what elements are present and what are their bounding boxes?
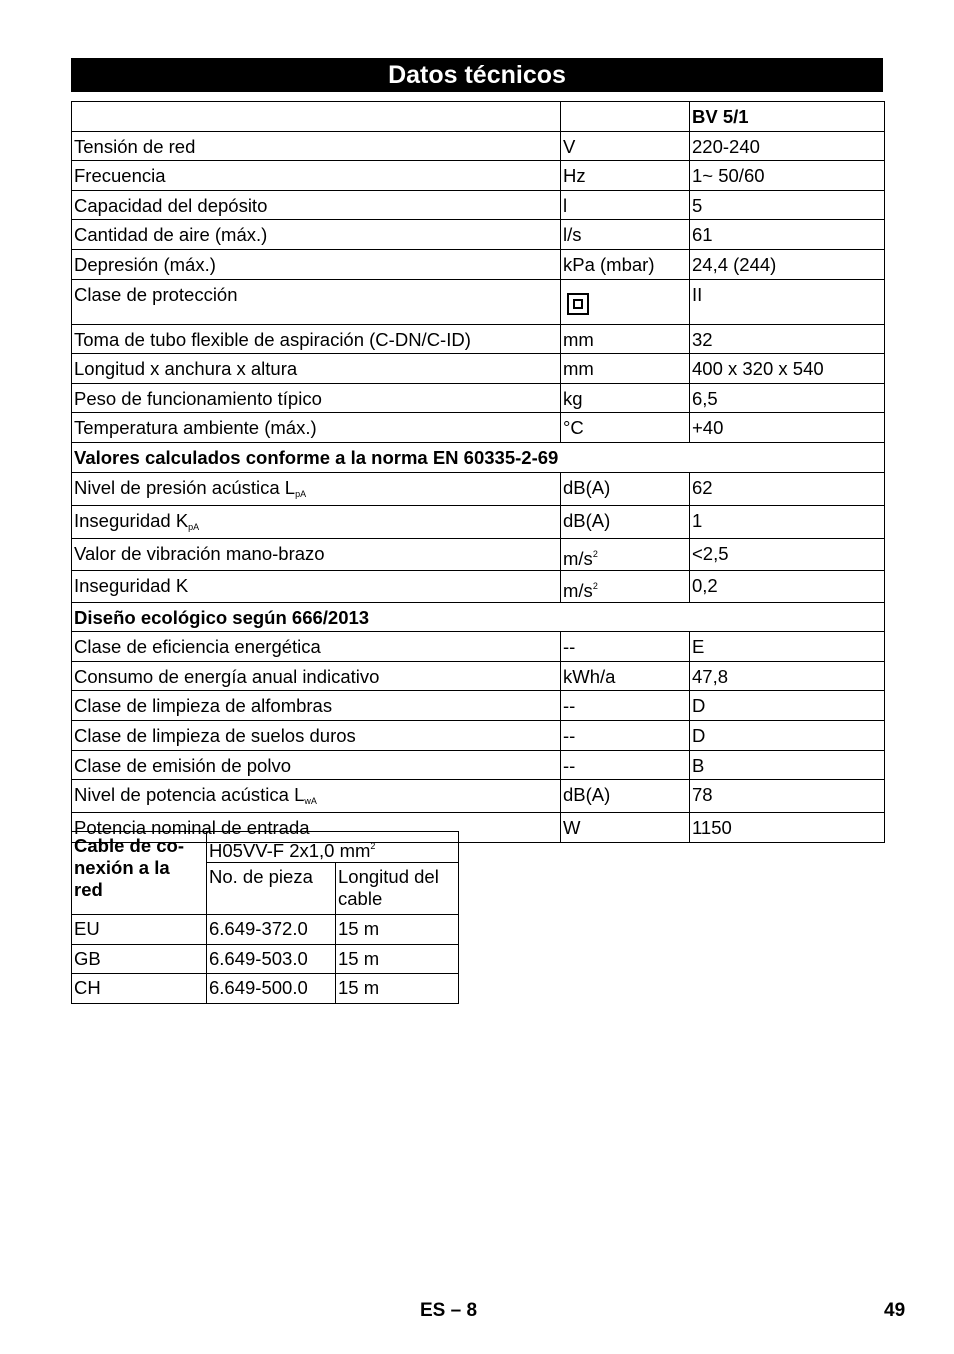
spec-label: Clase de limpieza de alfombras	[72, 691, 561, 721]
cable-type	[207, 832, 459, 863]
spec-label	[72, 505, 561, 538]
cable-type-text: H05VV-F 2x1,0 mm	[209, 840, 371, 861]
table-row	[72, 383, 885, 413]
spec-value: D	[690, 720, 885, 750]
spec-label-text: Nivel de potencia acústica L	[74, 784, 305, 806]
cable-length: 15 m	[336, 944, 459, 974]
spec-label	[72, 780, 561, 813]
spec-unit: Hz	[561, 161, 690, 191]
spec-label: Valor de vibración mano-brazo	[72, 538, 561, 570]
spec-value: 400 x 320 x 540	[690, 354, 885, 384]
table-row	[72, 974, 459, 1004]
table-row	[72, 354, 885, 384]
table-row	[72, 661, 885, 691]
table-row	[72, 190, 885, 220]
spec-value: +40	[690, 413, 885, 443]
section-heading-noise: Valores calculados conforme a la norma EN 60335-2-69	[72, 442, 885, 472]
spec-unit	[561, 538, 690, 570]
spec-label	[72, 472, 561, 505]
spec-value: E	[690, 632, 885, 662]
spec-value: 6,5	[690, 383, 885, 413]
spec-value: 32	[690, 324, 885, 354]
spec-unit: dB(A)	[561, 472, 690, 505]
cable-length: 15 m	[336, 915, 459, 945]
table-row	[72, 632, 885, 662]
table-row	[72, 505, 885, 538]
table-row	[72, 472, 885, 505]
spec-unit: --	[561, 720, 690, 750]
table-row	[72, 691, 885, 721]
spec-label: Frecuencia	[72, 161, 561, 191]
spec-value: II	[690, 279, 885, 324]
spec-value: 5	[690, 190, 885, 220]
section-row	[72, 442, 885, 472]
spec-unit: l/s	[561, 220, 690, 250]
cable-region: EU	[72, 915, 207, 945]
spec-value: B	[690, 750, 885, 780]
table-header-row	[72, 102, 885, 132]
cable-region: GB	[72, 944, 207, 974]
spec-label: Cantidad de aire (máx.)	[72, 220, 561, 250]
header-empty-cell	[561, 102, 690, 132]
spec-label: Peso de funcionamiento típico	[72, 383, 561, 413]
footer-page-number: 49	[884, 1300, 906, 1321]
cable-part: 6.649-500.0	[207, 974, 336, 1004]
col-length-header	[336, 863, 459, 915]
col-length-line: Longitud del	[338, 866, 439, 887]
spec-unit: l	[561, 190, 690, 220]
section-row	[72, 602, 885, 632]
spec-label: Clase de protección	[72, 279, 561, 324]
spec-unit-superscript: 2	[592, 580, 598, 591]
table-row	[72, 720, 885, 750]
footer-section-code: ES – 8	[420, 1300, 478, 1321]
spec-unit: --	[561, 691, 690, 721]
spec-label: Clase de emisión de polvo	[72, 750, 561, 780]
cable-header-line: nexión a la	[74, 857, 170, 878]
spec-value: 1~ 50/60	[690, 161, 885, 191]
spec-value: 1	[690, 505, 885, 538]
spec-unit: mm	[561, 324, 690, 354]
spec-unit: dB(A)	[561, 505, 690, 538]
table-row	[72, 413, 885, 443]
spec-label: Toma de tubo flexible de aspiración (C-DN/C-ID)	[72, 324, 561, 354]
spec-label: Temperatura ambiente (máx.)	[72, 413, 561, 443]
table-row	[72, 249, 885, 279]
table-row	[72, 780, 885, 813]
header-empty-cell	[72, 102, 561, 132]
spec-label: Inseguridad K	[72, 570, 561, 602]
spec-label-subscript: pA	[188, 521, 200, 532]
table-row	[72, 279, 885, 324]
spec-label-subscript: wA	[304, 796, 317, 807]
spec-unit: --	[561, 750, 690, 780]
spec-value: D	[690, 691, 885, 721]
spec-unit: W	[561, 813, 690, 843]
cable-type-superscript: 2	[370, 841, 376, 851]
table-row	[72, 750, 885, 780]
table-row	[72, 324, 885, 354]
spec-value: 24,4 (244)	[690, 249, 885, 279]
table-row	[72, 944, 459, 974]
spec-unit: dB(A)	[561, 780, 690, 813]
spec-unit: kg	[561, 383, 690, 413]
cable-header-line: red	[74, 879, 103, 900]
table-row	[72, 131, 885, 161]
table-row	[72, 538, 885, 570]
spec-label: Consumo de energía anual indicativo	[72, 661, 561, 691]
section-heading-eco: Diseño ecológico según 666/2013	[72, 602, 885, 632]
cable-header-line: Cable de co-	[74, 835, 184, 856]
spec-unit	[561, 570, 690, 602]
spec-label: Tensión de red	[72, 131, 561, 161]
spec-label: Clase de eficiencia energética	[72, 632, 561, 662]
cable-part: 6.649-503.0	[207, 944, 336, 974]
spec-value: <2,5	[690, 538, 885, 570]
spec-value: 61	[690, 220, 885, 250]
spec-value: 78	[690, 780, 885, 813]
spec-value: 0,2	[690, 570, 885, 602]
spec-unit: kWh/a	[561, 661, 690, 691]
spec-label: Clase de limpieza de suelos duros	[72, 720, 561, 750]
spec-label: Capacidad del depósito	[72, 190, 561, 220]
spec-label: Longitud x anchura x altura	[72, 354, 561, 384]
cable-part: 6.649-372.0	[207, 915, 336, 945]
table-row	[72, 220, 885, 250]
col-length-line: cable	[338, 888, 383, 909]
spec-label-subscript: pA	[295, 488, 307, 499]
spec-unit-text: m/s	[563, 579, 593, 601]
table-row	[72, 915, 459, 945]
cable-header-row	[72, 832, 459, 863]
spec-unit-superscript: 2	[592, 548, 598, 559]
spec-value: 47,8	[690, 661, 885, 691]
spec-unit	[561, 279, 690, 324]
protection-class-ii-icon	[567, 293, 589, 315]
spec-value: 220-240	[690, 131, 885, 161]
cable-region: CH	[72, 974, 207, 1004]
cable-header-label	[72, 832, 207, 915]
cable-length: 15 m	[336, 974, 459, 1004]
spec-value: 62	[690, 472, 885, 505]
col-part-header: No. de pieza	[207, 863, 336, 915]
spec-label-text: Inseguridad K	[74, 509, 189, 531]
page-title: Datos técnicos	[71, 58, 883, 92]
table-row	[72, 570, 885, 602]
table-row	[72, 161, 885, 191]
technical-data-table	[71, 101, 885, 843]
spec-unit: kPa (mbar)	[561, 249, 690, 279]
spec-value: 1150	[690, 813, 885, 843]
spec-unit-text: m/s	[563, 547, 593, 569]
spec-label-text: Nivel de presión acústica L	[74, 476, 296, 498]
cable-table	[71, 831, 459, 1004]
model-name: BV 5/1	[690, 102, 885, 132]
spec-unit: mm	[561, 354, 690, 384]
spec-label: Potencia nominal de entrada	[72, 813, 561, 843]
spec-unit: --	[561, 632, 690, 662]
spec-unit: °C	[561, 413, 690, 443]
spec-label: Depresión (máx.)	[72, 249, 561, 279]
spec-unit: V	[561, 131, 690, 161]
